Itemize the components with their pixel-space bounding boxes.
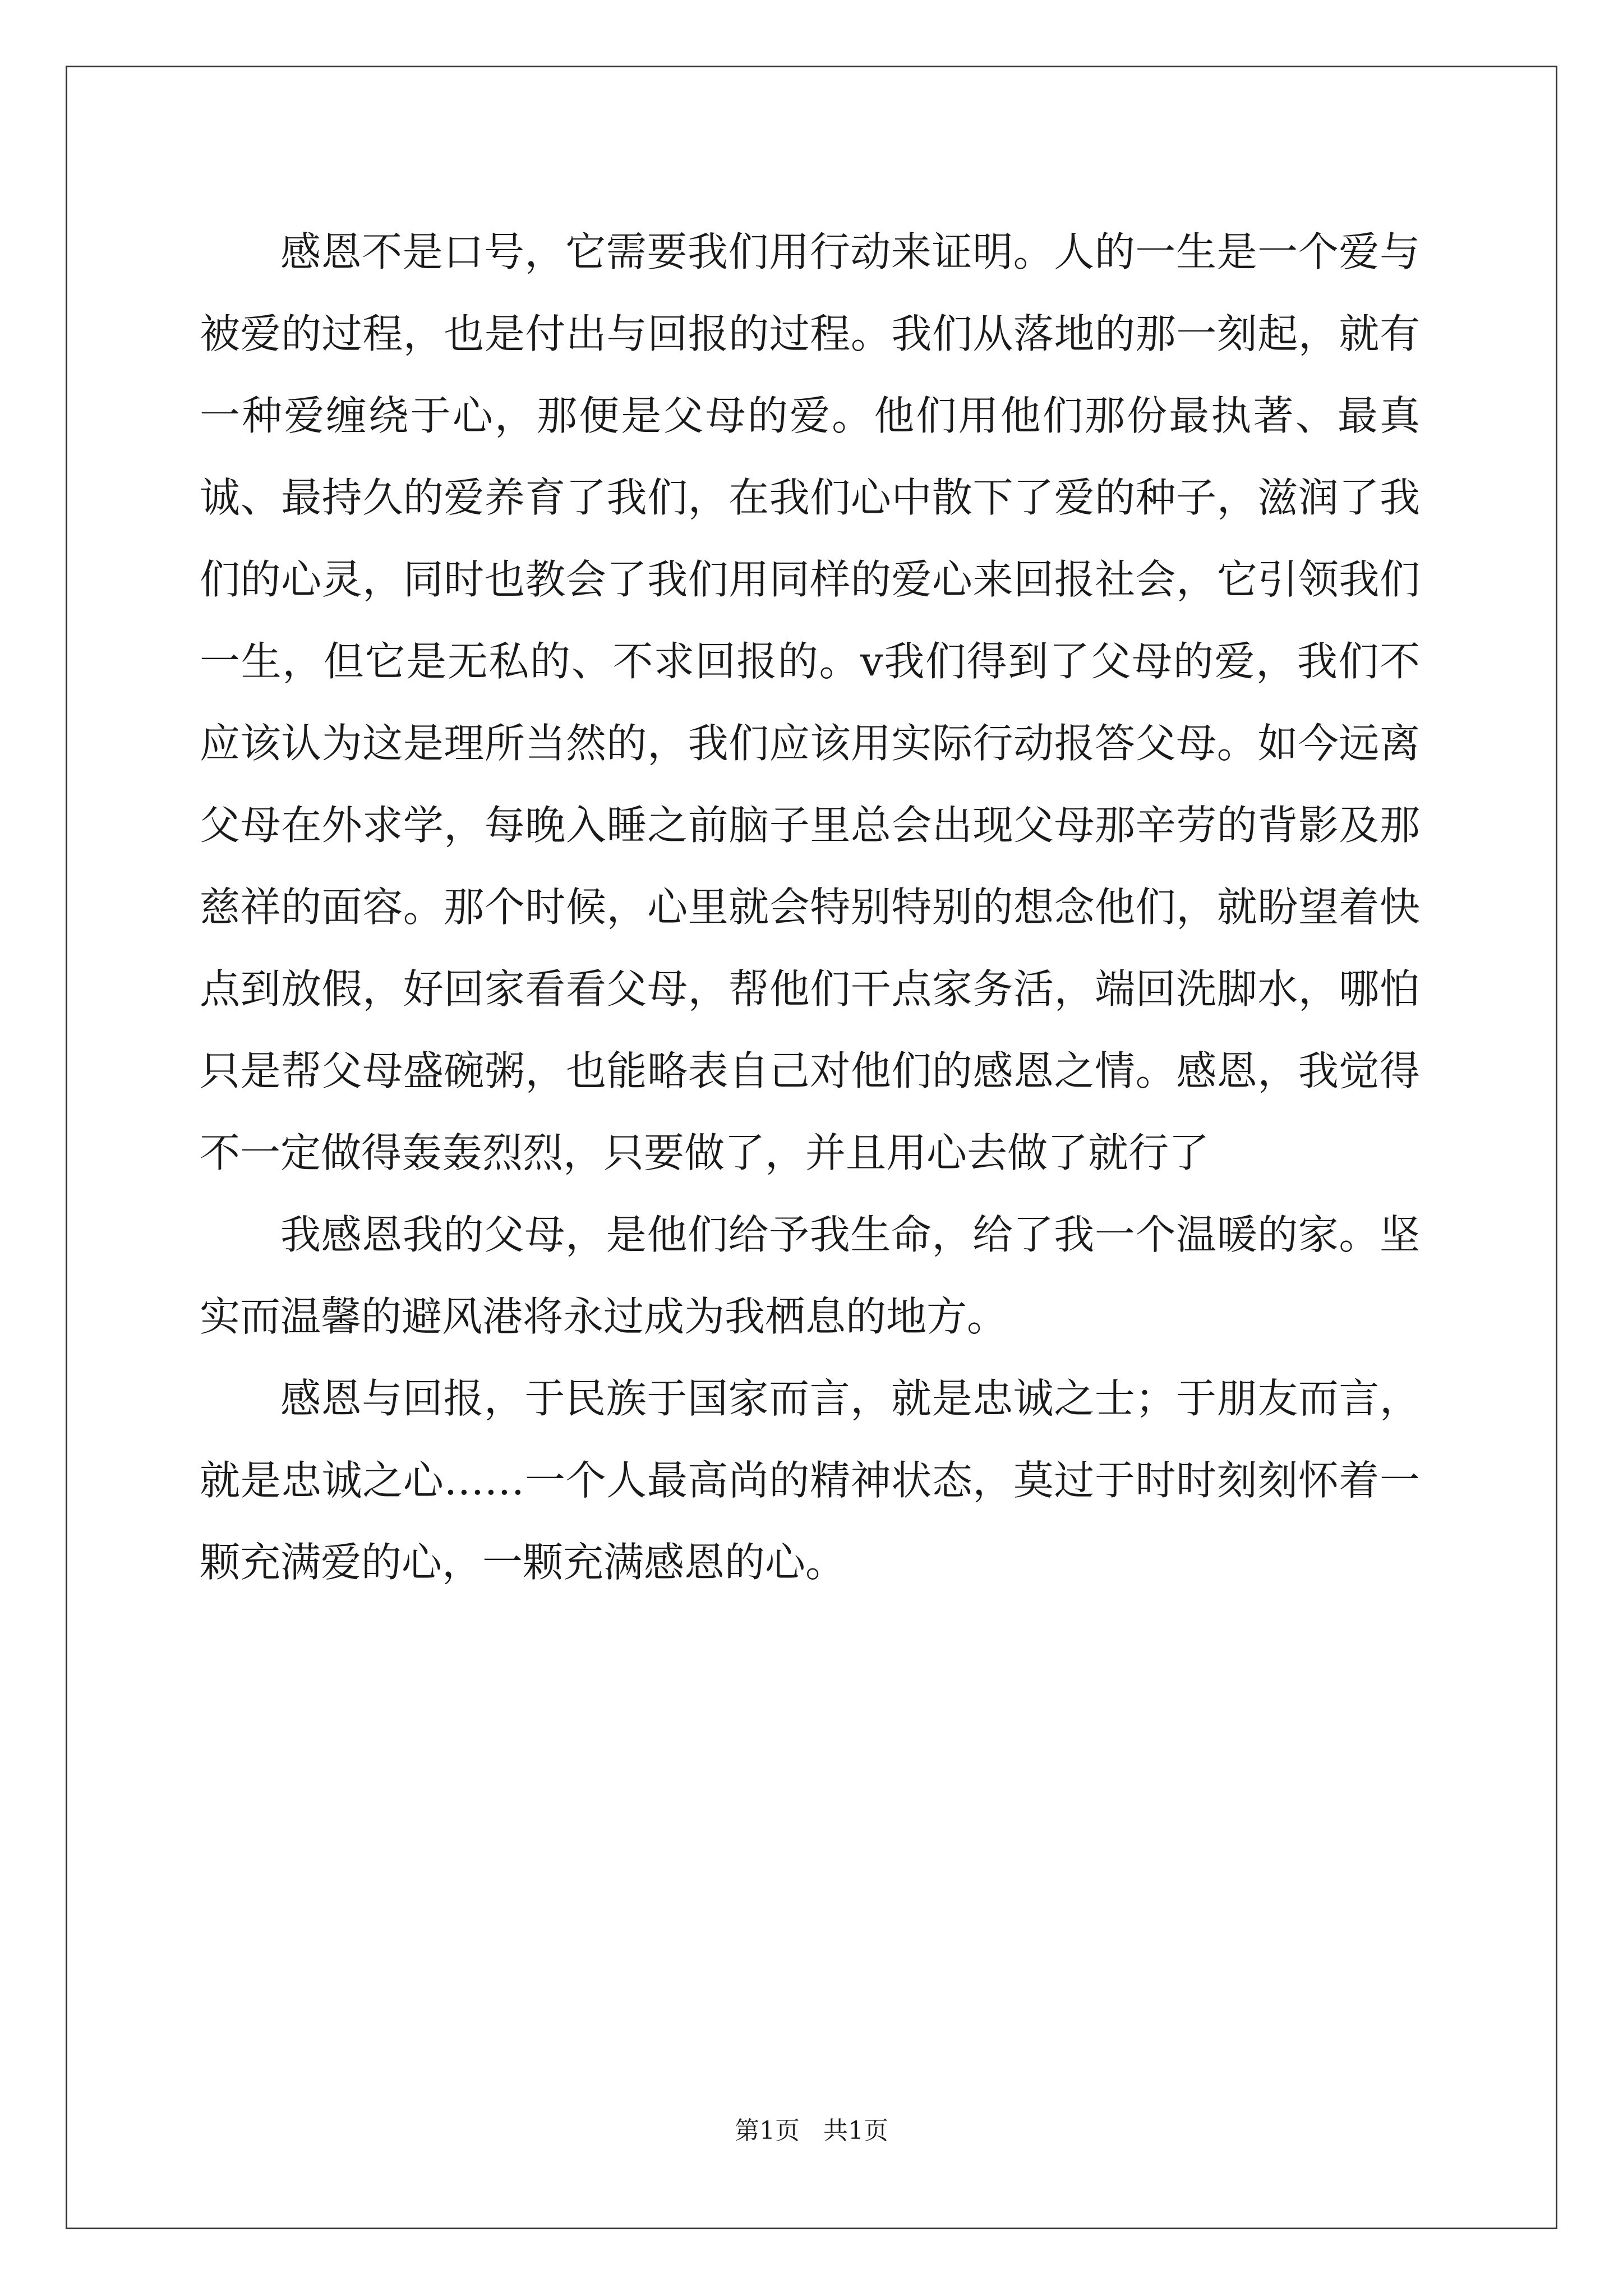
paragraph-1: 感恩不是口号，它需要我们用行动来证明。人的一生是一个爱与被爱的过程，也是付出与回报的过程。我们从落地的那一刻起，就有一种爱缠绕于心，那便是父母的爱。他们用他们那份最执著、最真诚、最持久的爱养育了我们，在我们心中散下了爱的种子，滋润了我们的心灵，同时也教会了我们用同样的爱心来回报社会，它引领我们一生，但它是无私的、不求回报的。v我们得到了父母的爱，我们不应该认为这是理所当然的，我们应该用实际行动报答父母。如今远离父母在外求学，每晚入睡之前脑子里总会出现父母那辛劳的背影及那慈祥的面容。那个时候，心里就会特别特别的想念他们，就盼望着快点到放假，好回家看看父母，帮他们干点家务活，端回洗脚水，哪怕只是帮父母盛碗粥，也能略表自己对他们的感恩之情。感恩，我觉得不一定做得轰轰烈烈，只要做了，并且用心去做了就行了 xyxy=(200,228,1420,1176)
paragraph-2: 我感恩我的父母，是他们给予我生命，给了我一个温暖的家。坚实而温馨的避风港将永过成为我栖息的地方。 xyxy=(200,1211,1420,1340)
page-number: 第1页 xyxy=(735,2116,800,2145)
footer-spacer xyxy=(800,2116,823,2145)
document-body xyxy=(200,211,1420,1603)
paragraph-3: 感恩与回报，于民族于国家而言，就是忠诚之士；于朋友而言，就是忠诚之心……一个人最高尚的精神状态，莫过于时时刻刻怀着一颗充满爱的心，一颗充满感恩的心。 xyxy=(200,1375,1420,1586)
page-total: 共1页 xyxy=(823,2116,888,2145)
page-footer xyxy=(0,2110,1623,2146)
